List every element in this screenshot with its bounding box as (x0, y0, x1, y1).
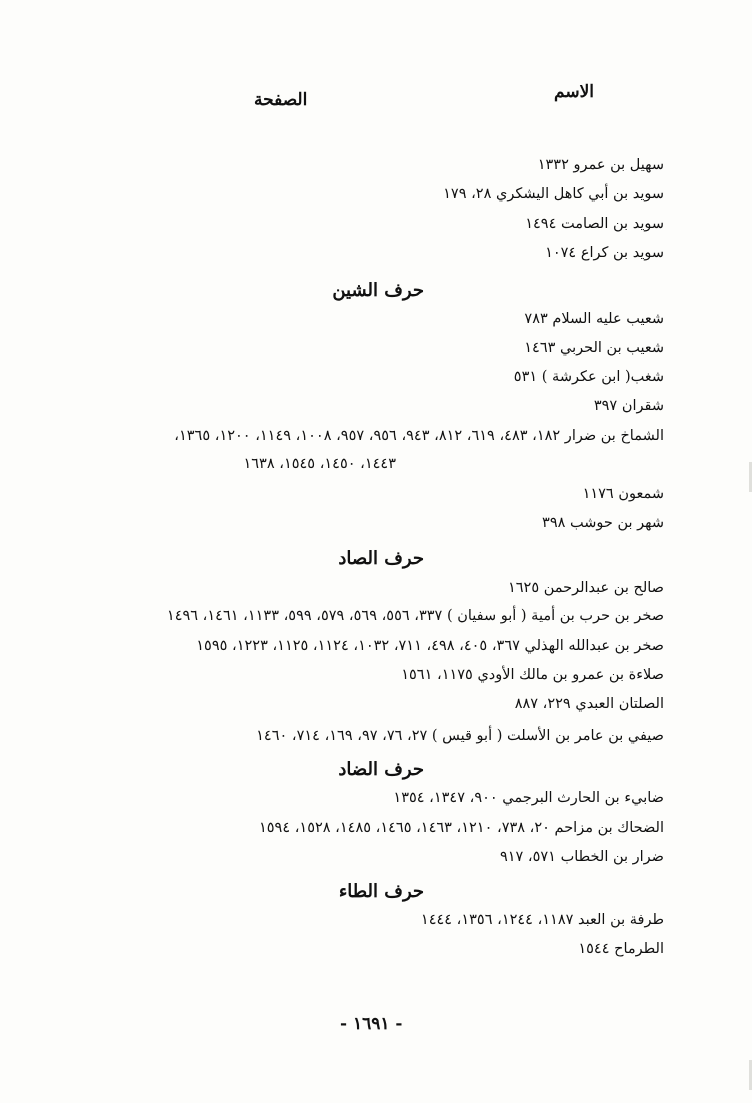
section-heading-sad: حرف الصاد (338, 548, 424, 569)
section-heading-shin: حرف الشين (332, 280, 424, 301)
index-entry: شهر بن حوشب ٣٩٨ (542, 515, 664, 531)
index-entry: شغب( ابن عكرشة ) ٥٣١ (513, 369, 664, 385)
index-entry-continuation: ١٤٤٣، ١٤٥٠، ١٥٤٥، ١٦٣٨ (243, 456, 396, 472)
index-entry: صخر بن عبدالله الهذلي ٣٦٧، ٤٠٥، ٤٩٨، ٧١١، ١٠٣٢، ١١٢٤، ١١٢٥، ١٢٢٣، ١٥٩٥ (196, 638, 664, 654)
index-entry: الصلتان العبدي ٢٢٩، ٨٨٧ (514, 696, 664, 712)
section-heading-ta: حرف الطاء (338, 881, 424, 902)
index-entry: شعيب عليه السلام ٧٨٣ (524, 311, 664, 327)
index-entry: سويد بن كراع ١٠٧٤ (545, 245, 664, 261)
index-entry: صلاءة بن عمرو بن مالك الأودي ١١٧٥، ١٥٦١ (401, 667, 664, 683)
page-column-header: الصفحة (254, 90, 308, 110)
index-entry: شعيب بن الحربي ١٤٦٣ (524, 340, 664, 356)
index-entry: سويد بن الصامت ١٤٩٤ (525, 216, 664, 232)
index-entry: شمعون ١١٧٦ (582, 486, 664, 502)
index-entry: صالح بن عبدالرحمن ١٦٢٥ (507, 580, 664, 596)
index-entry: سهيل بن عمرو ١٣٣٢ (537, 157, 664, 173)
index-entry: ضابيء بن الحارث البرجمي ٩٠٠، ١٣٤٧، ١٣٥٤ (393, 790, 664, 806)
section-heading-dad: حرف الضاد (338, 759, 424, 780)
index-entry: طرفة بن العبد ١١٨٧، ١٢٤٤، ١٣٥٦، ١٤٤٤ (420, 912, 664, 928)
index-entry: صيفي بن عامر بن الأسلت ( أبو قيس ) ٢٧، ٧٦، ٩٧، ١٦٩، ٧١٤، ١٤٦٠ (256, 728, 664, 744)
name-column-header: الاسم (554, 82, 594, 102)
index-entry: ضرار بن الخطاب ٥٧١، ٩١٧ (499, 849, 664, 865)
index-entry: الطرماح ١٥٤٤ (578, 941, 664, 957)
index-entry: الضحاك بن مزاحم ٢٠، ٧٣٨، ١٢١٠، ١٤٦٣، ١٤٦٥، ١٤٨٥، ١٥٢٨، ١٥٩٤ (258, 820, 664, 836)
index-entry: صخر بن حرب بن أمية ( أبو سفيان ) ٣٣٧، ٥٥٦، ٥٦٩، ٥٧٩، ٥٩٩، ١١٣٣، ١٤٦١، ١٤٩٦ (166, 608, 664, 624)
index-entry: شقران ٣٩٧ (593, 398, 664, 414)
index-entry: سويد بن أبي كاهل اليشكري ٢٨، ١٧٩ (443, 186, 664, 202)
index-entry: الشماخ بن ضرار ١٨٢، ٤٨٣، ٦١٩، ٨١٢، ٩٤٣، ٩٥٦، ٩٥٧، ١٠٠٨، ١١٤٩، ١٢٠٠، ١٣٦٥، (174, 428, 664, 444)
page-number: - ١٦٩١ - (340, 1014, 403, 1034)
